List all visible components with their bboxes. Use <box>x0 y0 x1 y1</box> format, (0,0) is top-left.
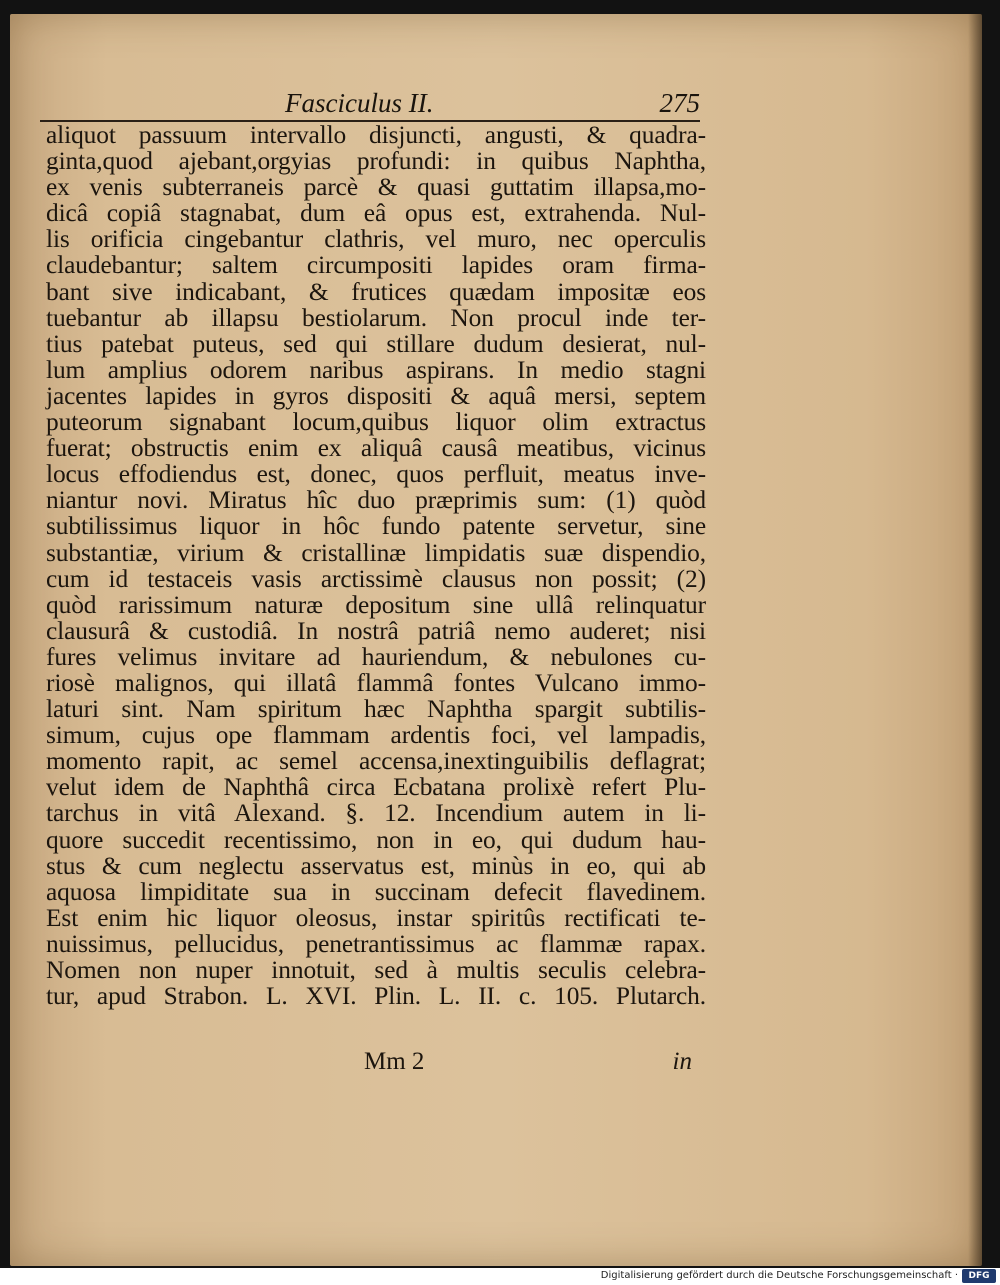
page-header <box>40 82 700 122</box>
text-line: quore succedit recentissimo, non in eo, qui dudum hau- <box>46 825 706 854</box>
text-line: simum, cujus ope flammam ardentis foci, vel lampadis, <box>46 721 706 750</box>
dfg-logo: DFG <box>962 1269 996 1283</box>
text-line: claudebantur; saltem circumpositi lapides oram firma- <box>46 251 706 280</box>
book-page <box>10 14 982 1266</box>
text-line: ex venis subterraneis parcè & quasi guttatim illapsa,mo- <box>46 173 706 202</box>
text-line: fuerat; obstructis enim ex aliquâ causâ meatibus, vicinus <box>46 434 706 463</box>
text-line: jacentes lapides in gyros dispositi & aquâ mersi, septem <box>46 381 706 410</box>
text-line: Est enim hic liquor oleosus, instar spiritûs rectificati te- <box>46 903 706 932</box>
text-line: puteorum signabant locum,quibus liquor olim extractus <box>46 408 706 437</box>
page-footer <box>46 1048 706 1078</box>
credit-text: Digitalisierung gefördert durch die Deutsche Forschungsgemeinschaft · <box>600 1270 958 1281</box>
text-line: subtilissimus liquor in hôc fundo patente servetur, sine <box>46 512 706 541</box>
text-line: lis orificia cingebantur clathris, vel muro, nec operculis <box>46 225 706 254</box>
text-line: tius patebat puteus, sed qui stillare dudum desierat, nul- <box>46 329 706 358</box>
text-line: aliquot passuum intervallo disjuncti, angusti, & quadra- <box>46 121 706 149</box>
text-line: locus effodiendus est, donec, quos perfluit, meatus inve- <box>46 460 706 489</box>
text-line: riosè malignos, qui illatâ flammâ fontes Vulcano immo- <box>46 668 706 697</box>
running-title: Fasciculus II. <box>285 88 434 118</box>
text-line: nuissimus, pellucidus, penetrantissimus ac flammæ rapax. <box>46 929 706 958</box>
text-line: momento rapit, ac semel accensa,inextinguibilis deflagrat; <box>46 747 706 776</box>
text-line: ginta,quod ajebant,orgyias profundi: in quibus Naphtha, <box>46 147 706 176</box>
signature-mark: Mm 2 <box>364 1048 425 1075</box>
text-line: fures velimus invitare ad hauriendum, & nebulones cu- <box>46 642 706 671</box>
page-number: 275 <box>659 88 700 118</box>
text-line: bant sive indicabant, & frutices quædam impositæ eos <box>46 277 706 306</box>
catchword: in <box>672 1048 692 1075</box>
spine-shadow <box>968 14 982 1266</box>
text-line: aquosa limpiditate sua in succinam defecit flavedinem. <box>46 877 706 906</box>
text-line: tarchus in vitâ Alexand. §. 12. Incendium autem in li- <box>46 799 706 828</box>
credit-bar <box>0 1268 1000 1285</box>
text-line: substantiæ, virium & cristallinæ limpidatis suæ dispendio, <box>46 538 706 567</box>
text-line: clausurâ & custodiâ. In nostrâ patriâ nemo auderet; nisi <box>46 616 706 645</box>
text-line: tuebantur ab illapsu bestiolarum. Non procul inde ter- <box>46 303 706 332</box>
text-line: lum amplius odorem naribus aspirans. In medio stagni <box>46 355 706 384</box>
text-line: dicâ copiâ stagnabat, dum eâ opus est, extrahenda. Nul- <box>46 199 706 228</box>
text-line: cum id testaceis vasis arctissimè clausus non possit; (2) <box>46 564 706 593</box>
text-line: Nomen non nuper innotuit, sed à multis seculis celebra- <box>46 956 706 984</box>
text-line: niantur novi. Miratus hîc duo præprimis sum: (1) quòd <box>46 486 706 515</box>
text-line: laturi sint. Nam spiritum hæc Naphtha spargit subtilis- <box>46 695 706 724</box>
body-text <box>46 122 706 1009</box>
text-line: velut idem de Naphthâ circa Ecbatana prolixè refert Plu- <box>46 773 706 802</box>
text-line: stus & cum neglectu asservatus est, minùs in eo, qui ab <box>46 851 706 880</box>
text-line: tur, apud Strabon. L. XVI. Plin. L. II. c. 105. Plutarch. <box>46 982 706 1011</box>
text-line: quòd rarissimum naturæ depositum sine ullâ relinquatur <box>46 590 706 619</box>
